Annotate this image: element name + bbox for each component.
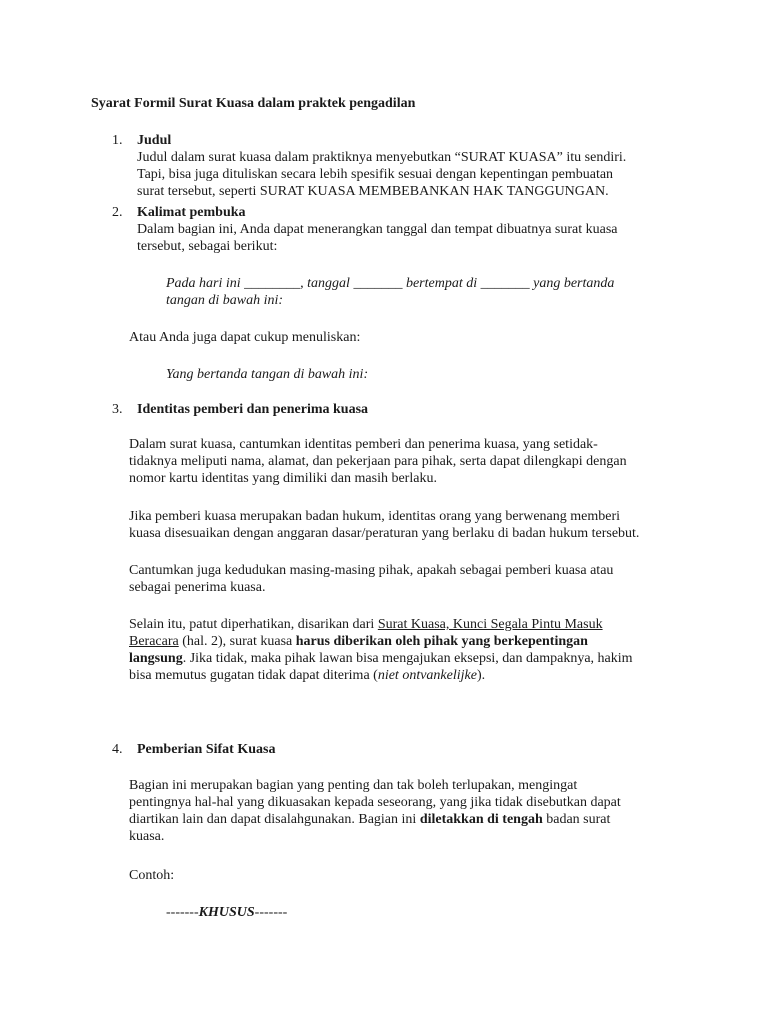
section-2-number: 2.: [112, 205, 123, 220]
example-opening-1: [166, 275, 614, 309]
section-4-paragraph-1: [129, 777, 621, 845]
khusus-label: KHUSUS: [198, 905, 255, 920]
text-span: badan surat: [542, 812, 611, 827]
paragraph-line: Bagian ini merupakan bagian yang penting dan tak boleh terlupakan, mengingat: [129, 778, 578, 793]
text-span: bisa memutus gugatan tidak dapat diterima (: [129, 668, 378, 683]
source-link[interactable]: Surat Kuasa, Kunci Segala Pintu Masuk: [377, 617, 603, 632]
paragraph-line: kuasa disesuaikan dengan anggaran dasar/peraturan yang berlaku di badan hukum tersebut.: [129, 526, 640, 541]
source-link-continued[interactable]: Beracara: [129, 634, 179, 649]
section-1: [137, 132, 626, 200]
example-label: Contoh:: [129, 868, 175, 883]
example-khusus: [166, 904, 287, 921]
paragraph-line: [129, 633, 633, 650]
example-opening-2: Yang bertanda tangan di bawah ini:: [166, 367, 369, 382]
text-span: ).: [476, 668, 486, 683]
section-1-number: 1.: [112, 133, 123, 148]
section-4-number: 4.: [112, 742, 123, 757]
paragraph-line: [129, 650, 633, 667]
section-1-line: surat tersebut, seperti SURAT KUASA MEMBEBANKAN HAK TANGGUNGAN.: [137, 184, 609, 199]
paragraph-line: [129, 811, 621, 828]
paragraph-line: tidaknya meliputi nama, alamat, dan pekerjaan para pihak, serta dapat dilengkapi dengan: [129, 454, 627, 469]
document-title: Syarat Formil Surat Kuasa dalam praktek pengadilan: [91, 96, 416, 111]
paragraph-line: Cantumkan juga kedudukan masing-masing pihak, apakah sebagai pemberi kuasa atau: [129, 563, 614, 578]
section-1-heading: Judul: [137, 133, 172, 148]
paragraph-line: kuasa.: [129, 829, 165, 844]
paragraph-line: pentingnya hal-hal yang dikuasakan kepada seseorang, yang jika tidak disebutkan dapat: [129, 795, 621, 810]
example-line: Pada hari ini ________, tanggal _______ bertempat di _______ yang bertanda: [166, 276, 615, 291]
section-3-heading: Identitas pemberi dan penerima kuasa: [137, 402, 369, 417]
emphasis-text: diletakkan di tengah: [419, 812, 543, 827]
section-1-line: Tapi, bisa juga dituliskan secara lebih spesifik sesuai dengan kepentingan pembuatan: [137, 167, 614, 182]
emphasis-text: langsung: [129, 651, 183, 666]
paragraph-line: Dalam surat kuasa, cantumkan identitas pemberi dan penerima kuasa, yang setidak-: [129, 437, 598, 452]
section-3-paragraph-2: [129, 508, 639, 542]
section-3-paragraph-3: [129, 562, 613, 596]
text-span: . Jika tidak, maka pihak lawan bisa mengajukan eksepsi, dan dampaknya, hakim: [182, 651, 633, 666]
section-4-heading: Pemberian Sifat Kuasa: [137, 742, 276, 757]
section-2-heading: Kalimat pembuka: [137, 205, 246, 220]
example-line: tangan di bawah ini:: [166, 293, 284, 308]
italic-term: niet ontvankelijke: [377, 668, 477, 683]
dashes: -------: [254, 905, 288, 920]
section-3-paragraph-1: [129, 436, 627, 487]
alt-text: Atau Anda juga dapat cukup menuliskan:: [129, 330, 361, 345]
paragraph-line: [129, 616, 633, 633]
section-3-number: 3.: [112, 402, 123, 417]
text-span: diartikan lain dan dapat disalahgunakan. Bagian ini: [129, 812, 420, 827]
paragraph-line: Jika pemberi kuasa merupakan badan hukum, identitas orang yang berwenang memberi: [129, 509, 621, 524]
section-2: [137, 204, 618, 255]
section-2-line: Dalam bagian ini, Anda dapat menerangkan tanggal dan tempat dibuatnya surat kuasa: [137, 222, 618, 237]
paragraph-line: sebagai penerima kuasa.: [129, 580, 266, 595]
dashes: -------: [166, 905, 199, 920]
section-2-line: tersebut, sebagai berikut:: [137, 239, 278, 254]
text-span: Selain itu, patut diperhatikan, disarikan dari: [129, 617, 378, 632]
text-span: (hal. 2), surat kuasa: [178, 634, 296, 649]
paragraph-line: nomor kartu identitas yang dimiliki dan masih berlaku.: [129, 471, 437, 486]
section-1-line: Judul dalam surat kuasa dalam praktiknya menyebutkan “SURAT KUASA” itu sendiri.: [137, 150, 627, 165]
paragraph-line: [129, 667, 633, 684]
section-3-paragraph-4: [129, 616, 633, 684]
emphasis-text: harus diberikan oleh pihak yang berkepentingan: [295, 634, 588, 649]
